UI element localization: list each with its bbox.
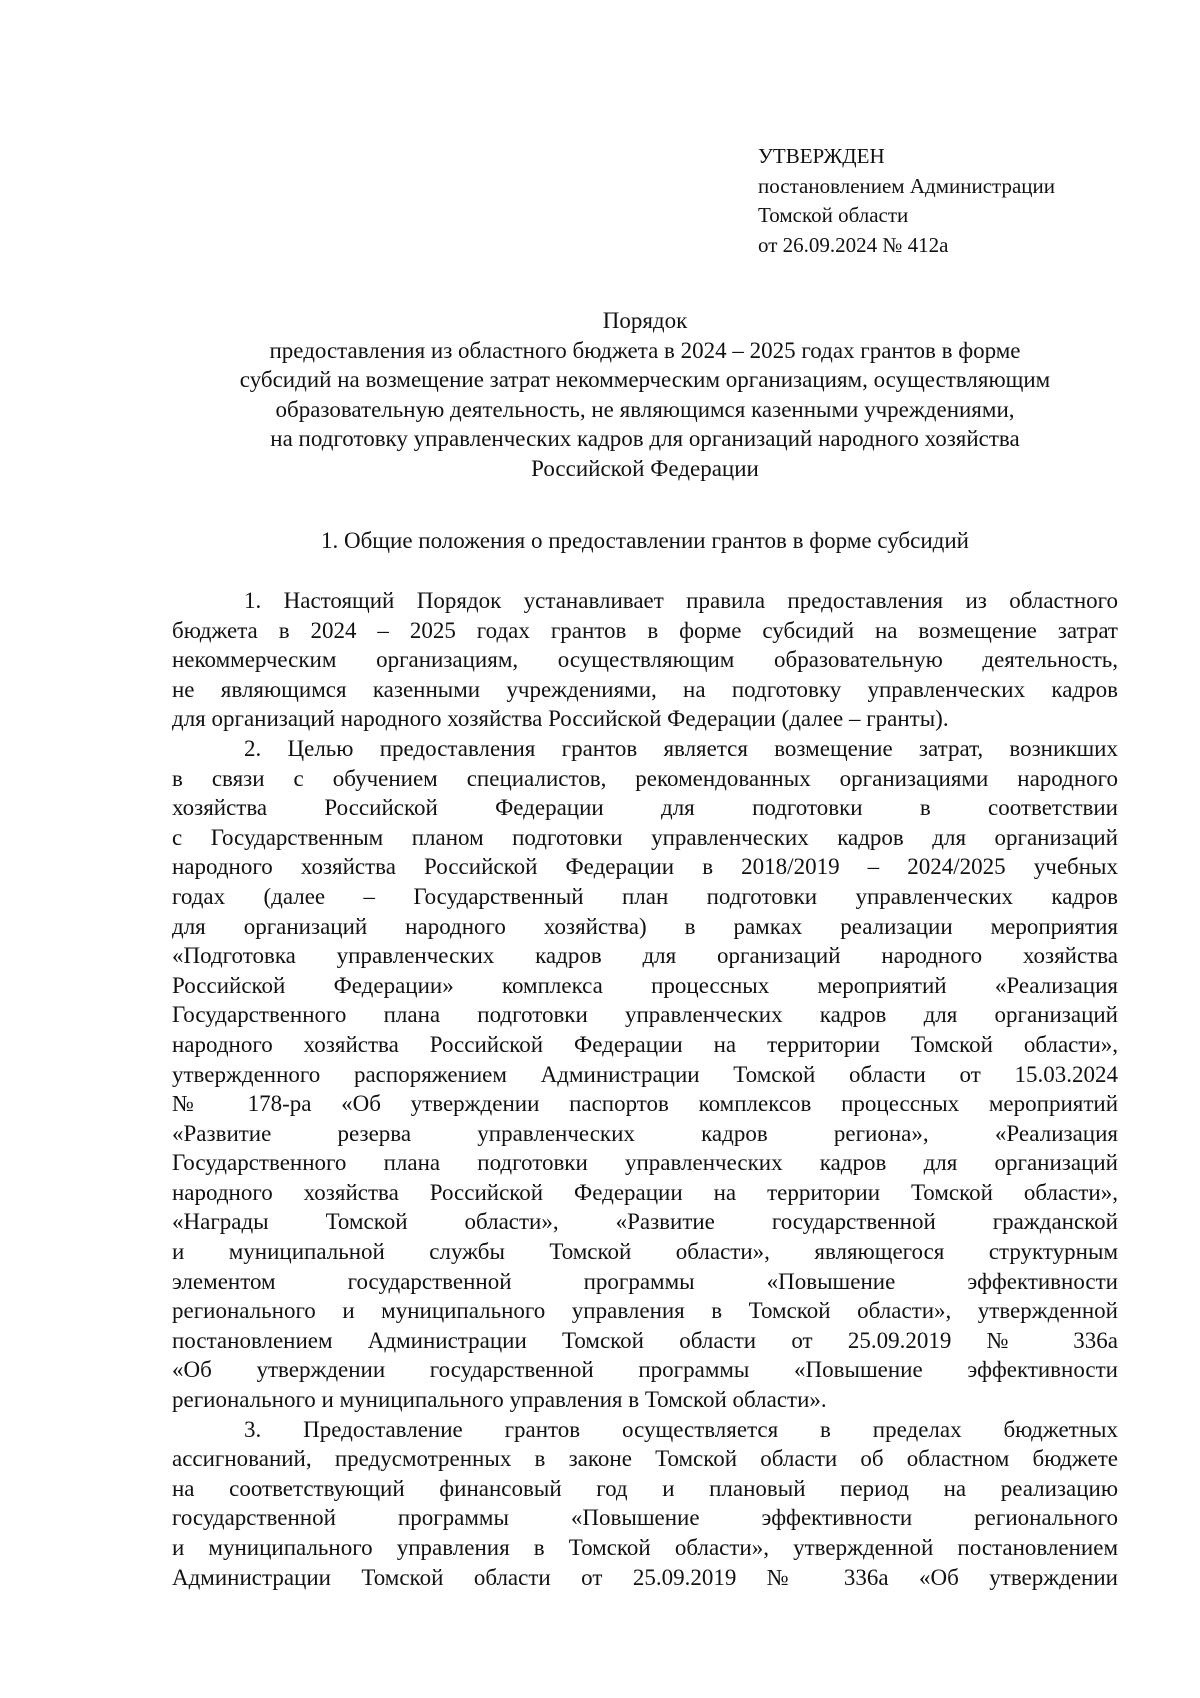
approval-line: от 26.09.2024 № 412а xyxy=(758,232,949,257)
paragraph-line: народного хозяйства Российской Федерации на территории Томской области», xyxy=(172,1179,1118,1205)
title-line: субсидий на возмещение затрат некоммерческим организациям, осуществляющим xyxy=(239,367,1051,392)
paragraph-line: «Награды Томской области», «Развитие государственной гражданской xyxy=(172,1209,1118,1235)
paragraph-line: государственной программы «Повышение эффективности регионального xyxy=(172,1505,1118,1531)
paragraph-line: постановлением Администрации Томской области от 25.09.2019 № 336а xyxy=(172,1327,1118,1353)
paragraph-line: некоммерческим организациям, осуществляющим образовательную деятельность, xyxy=(172,647,1118,673)
approval-line: Томской области xyxy=(758,203,909,227)
paragraph-line: 3. Предоставление грантов осуществляется в пределах бюджетных xyxy=(244,1416,1118,1442)
paragraph xyxy=(172,586,1118,734)
section-heading: 1. Общие положения о предоставлении грантов в форме субсидий xyxy=(321,528,969,553)
paragraph-line: утвержденного распоряжением Администрации Томской области от 15.03.2024 xyxy=(172,1061,1118,1087)
paragraph-line: бюджета в 2024 – 2025 годах грантов в форме субсидий на возмещение затрат xyxy=(172,617,1118,643)
paragraph-line: 1. Настоящий Порядок устанавливает правила предоставления из областного xyxy=(244,588,1118,613)
paragraph-line: хозяйства Российской Федерации для подготовки в соответствии xyxy=(172,795,1118,821)
paragraph-line: регионального и муниципального управления в Томской области». xyxy=(172,1387,827,1413)
title-line: на подготовку управленческих кадров для организаций народного хозяйства xyxy=(270,426,1020,451)
paragraph xyxy=(172,734,1118,1415)
paragraph-line: «Об утверждении государственной программы «Повышение эффективности xyxy=(172,1357,1118,1383)
paragraph-line: и муниципального управления в Томской области», утвержденной постановлением xyxy=(172,1535,1118,1560)
paragraph-line: народного хозяйства Российской Федерации на территории Томской области», xyxy=(172,1031,1118,1057)
paragraph-line: Администрации Томской области от 25.09.2019 № 336а «Об утверждении xyxy=(172,1564,1118,1590)
document-title xyxy=(150,306,1140,483)
title-line: образовательную деятельность, не являющимся казенными учреждениями, xyxy=(275,396,1015,422)
paragraph-line: в связи с обучением специалистов, рекомендованных организациями народного xyxy=(172,765,1118,791)
paragraph-line: народного хозяйства Российской Федерации в 2018/2019 – 2024/2025 учебных xyxy=(172,854,1118,880)
paragraph-line: для организаций народного хозяйства Российской Федерации (далее – гранты). xyxy=(172,706,949,732)
title-line: Порядок xyxy=(602,308,688,333)
paragraph-line: «Развитие резерва управленческих кадров региона», «Реализация xyxy=(172,1120,1118,1146)
paragraph-line: регионального и муниципального управления в Томской области», утвержденной xyxy=(172,1298,1118,1324)
paragraph xyxy=(172,1415,1118,1593)
title-line: предоставления из областного бюджета в 2024 – 2025 годах грантов в форме xyxy=(269,337,1021,363)
paragraph-line: годах (далее – Государственный план подготовки управленческих кадров xyxy=(172,883,1118,909)
paragraph-line: с Государственным планом подготовки управленческих кадров для организаций xyxy=(172,824,1118,850)
approval-stamp xyxy=(758,142,1055,260)
paragraph-line: Государственного плана подготовки управленческих кадров для организаций xyxy=(172,1002,1118,1028)
paragraph-line: элементом государственной программы «Повышение эффективности xyxy=(172,1268,1118,1294)
approval-line: УТВЕРЖДЕН xyxy=(758,144,885,168)
paragraph-line: не являющимся казенными учреждениями, на подготовку управленческих кадров xyxy=(172,676,1118,702)
paragraph-line: Российской Федерации» комплекса процессных мероприятий «Реализация xyxy=(172,972,1118,998)
paragraph-line: на соответствующий финансовый год и плановый период на реализацию xyxy=(172,1475,1118,1501)
body-text xyxy=(172,586,1118,1592)
paragraph-line: № 178-ра «Об утверждении паспортов комплексов процессных мероприятий xyxy=(172,1091,1118,1117)
title-line: Российской Федерации xyxy=(531,455,759,481)
paragraph-line: «Подготовка управленческих кадров для организаций народного хозяйства xyxy=(172,943,1118,969)
paragraph-line: и муниципальной службы Томской области», являющегося структурным xyxy=(172,1239,1118,1265)
paragraph-line: для организаций народного хозяйства) в рамках реализации мероприятия xyxy=(172,913,1118,939)
paragraph-line: 2. Целью предоставления грантов является возмещение затрат, возникших xyxy=(244,735,1118,761)
approval-line: постановлением Администрации xyxy=(758,173,1055,198)
paragraph-line: ассигнований, предусмотренных в законе Томской области об областном бюджете xyxy=(172,1446,1118,1472)
paragraph-line: Государственного плана подготовки управленческих кадров для организаций xyxy=(172,1150,1118,1176)
